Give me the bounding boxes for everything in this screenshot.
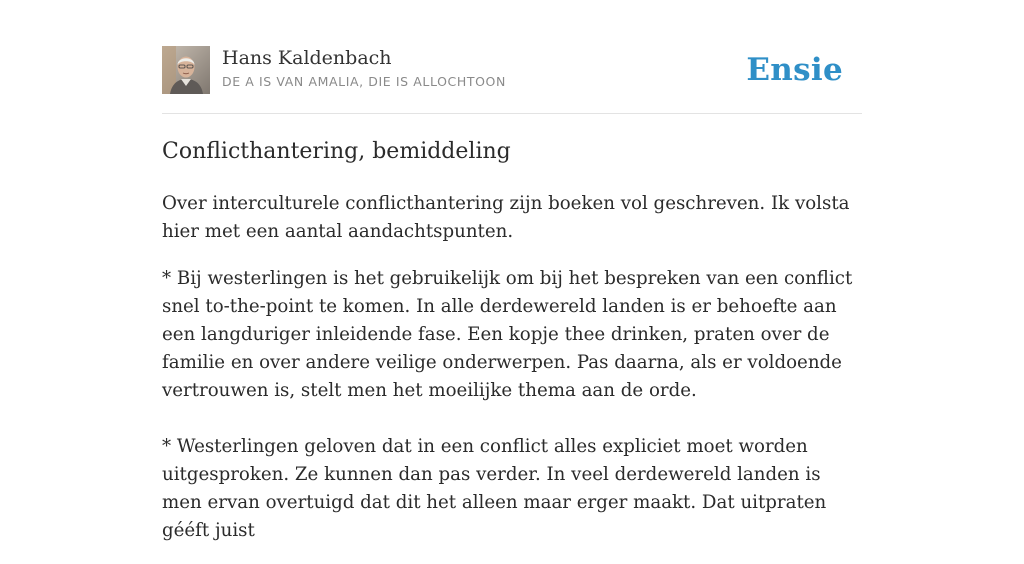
blog-title[interactable]: DE A IS VAN AMALIA, DIE IS ALLOCHTOON	[222, 74, 506, 89]
page-title: Conflicthantering, bemiddeling	[162, 139, 511, 164]
paragraph: Over interculturele conflicthantering zijn boeken vol geschreven. Ik volsta hier met een aantal aandachtspunten.	[162, 193, 850, 242]
author-avatar[interactable]	[162, 46, 210, 94]
author-name[interactable]: Hans Kaldenbach	[222, 47, 392, 69]
ensie-logo[interactable]: Ensie	[746, 52, 843, 88]
post-header	[162, 46, 862, 114]
person-photo-icon	[162, 46, 210, 94]
post-body	[162, 190, 862, 564]
paragraph: * Bij westerlingen is het gebruikelijk om bij het bespreken van een conflict snel to-the-point te komen. In alle derdewereld landen is er behoefte aan een langduriger inleidende fase. Een kopje thee drinken, praten over de familie en over andere veilige onderwerpen. Pas daarna, als er voldoende vertrouwen is, stelt men het moeilijke thema aan de orde. * Westerlingen geloven dat in een conflict alles expliciet moet worden uitgesproken. Ze kunnen dan pas verder. In veel derdewereld landen is men ervan overtuigd dat dit het alleen maar erger maakt. Dat uitpraten gééft juist	[162, 268, 853, 541]
